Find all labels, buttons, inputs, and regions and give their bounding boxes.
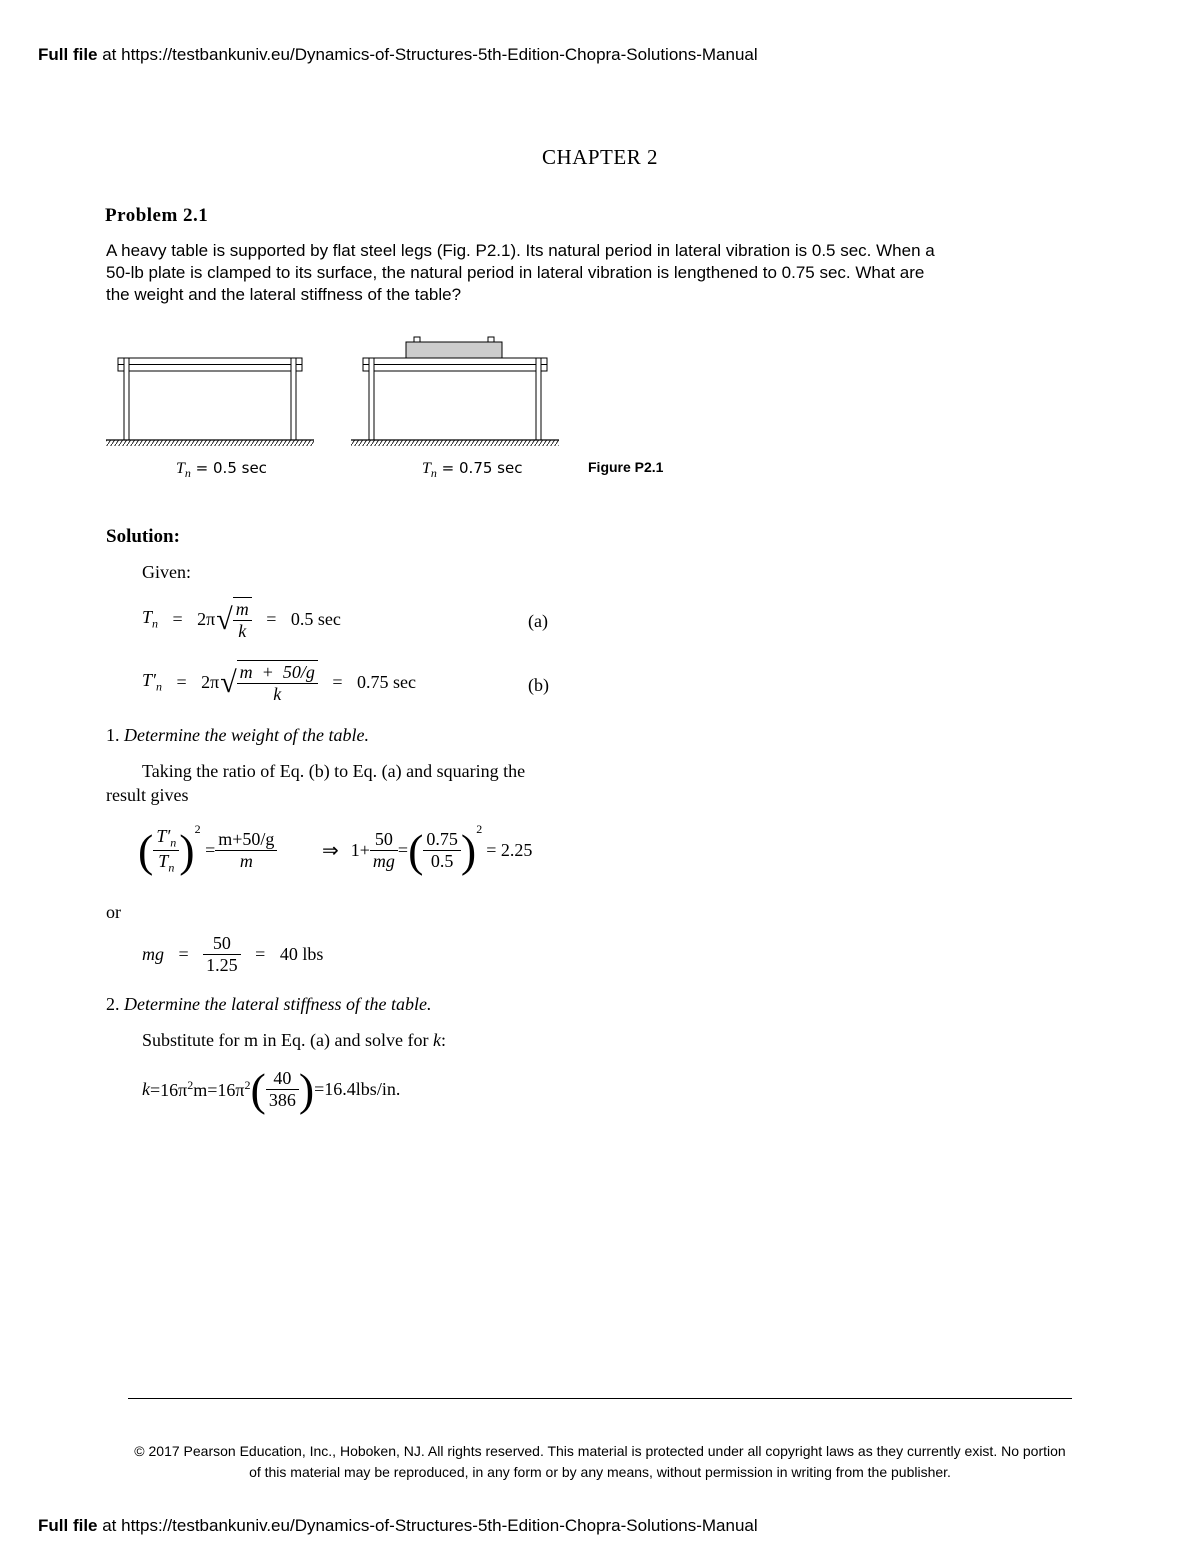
step-1-body-line-1: Taking the ratio of Eq. (b) to Eq. (a) and squaring the	[142, 761, 526, 781]
table-with-plate	[351, 337, 559, 446]
ratio-equation-result: ⇒ 1+ $\frac{50}{mg}$ =( $\frac{0.75}{0.5}$ )$^2$= 2.25	[322, 822, 533, 877]
problem-title: Problem 2.1	[105, 205, 209, 226]
equation-a-tag: (a)	[528, 611, 548, 631]
step-2-heading: 2. Determine the lateral stiffness of the table.	[106, 994, 432, 1014]
equation-b: $T'_n = 2\pi√$ $\frac{m + 50/g}{k}$ = 0.75 sec	[142, 662, 416, 704]
mg-equation: mg = $\frac{50}{1.25}$ = 40 lbs	[142, 933, 324, 975]
footer-link-prefix: Full file	[38, 1516, 98, 1535]
footer-link[interactable]	[38, 1516, 758, 1536]
step-2-body: Substitute for m in Eq. (a) and solve for k:	[142, 1030, 446, 1050]
header-link-prefix: Full file	[38, 45, 98, 64]
figure-caption-left: $T_n = 0.5$ sec	[176, 459, 267, 481]
stiffness-equation: $k=16\pi^2m=16\pi^2$( $\frac{40}{386}$ )=16.4lbs/in.	[142, 1064, 401, 1115]
or-label: or	[106, 902, 121, 922]
table-figure	[100, 330, 580, 455]
ratio-equation: ( $\frac{T'_n}{T_n}$ )$^2$ = $\frac{m+50/g}{m}$	[138, 822, 277, 877]
figure-caption-right: $T_n = 0.75$ sec	[422, 459, 523, 481]
steel-plate	[406, 342, 502, 358]
footer-divider	[128, 1398, 1072, 1399]
equation-b-tag: (b)	[528, 675, 549, 695]
footer-link-url: at https://testbankuniv.eu/Dynamics-of-Structures-5th-Edition-Chopra-Solutions-Manual	[97, 1516, 758, 1535]
step-1-body-line-2: result gives	[106, 785, 189, 805]
copyright-notice: © 2017 Pearson Education, Inc., Hoboken, NJ. All rights reserved. This material is protected under all copyright laws as they currently exist. No portion of this material may be reproduced, in any form or by any means, without permission in writing from the publisher.	[134, 1443, 1066, 1480]
chapter-title: CHAPTER 2	[542, 145, 658, 169]
step-1-heading: 1. Determine the weight of the table.	[106, 725, 369, 745]
equation-a: $T_n = 2\pi√$ $\frac{m}{k}$ = 0.5 sec	[142, 599, 341, 641]
header-link-url: at https://testbankuniv.eu/Dynamics-of-Structures-5th-Edition-Chopra-Solutions-Manual	[97, 45, 758, 64]
header-link[interactable]	[38, 45, 758, 65]
table-without-plate	[106, 358, 314, 446]
solution-heading: Solution:	[106, 526, 180, 547]
problem-text: A heavy table is supported by flat steel legs (Fig. P2.1). Its natural period in lateral vibration is 0.5 sec. When a 50-lb plate is clamped to its surface, the natural period in lateral vibration is lengthened to 0.75 sec. What are the weight and the lateral stiffness of the table?	[106, 241, 935, 304]
figure-title: Figure P2.1	[588, 459, 664, 475]
given-label: Given:	[142, 562, 191, 582]
